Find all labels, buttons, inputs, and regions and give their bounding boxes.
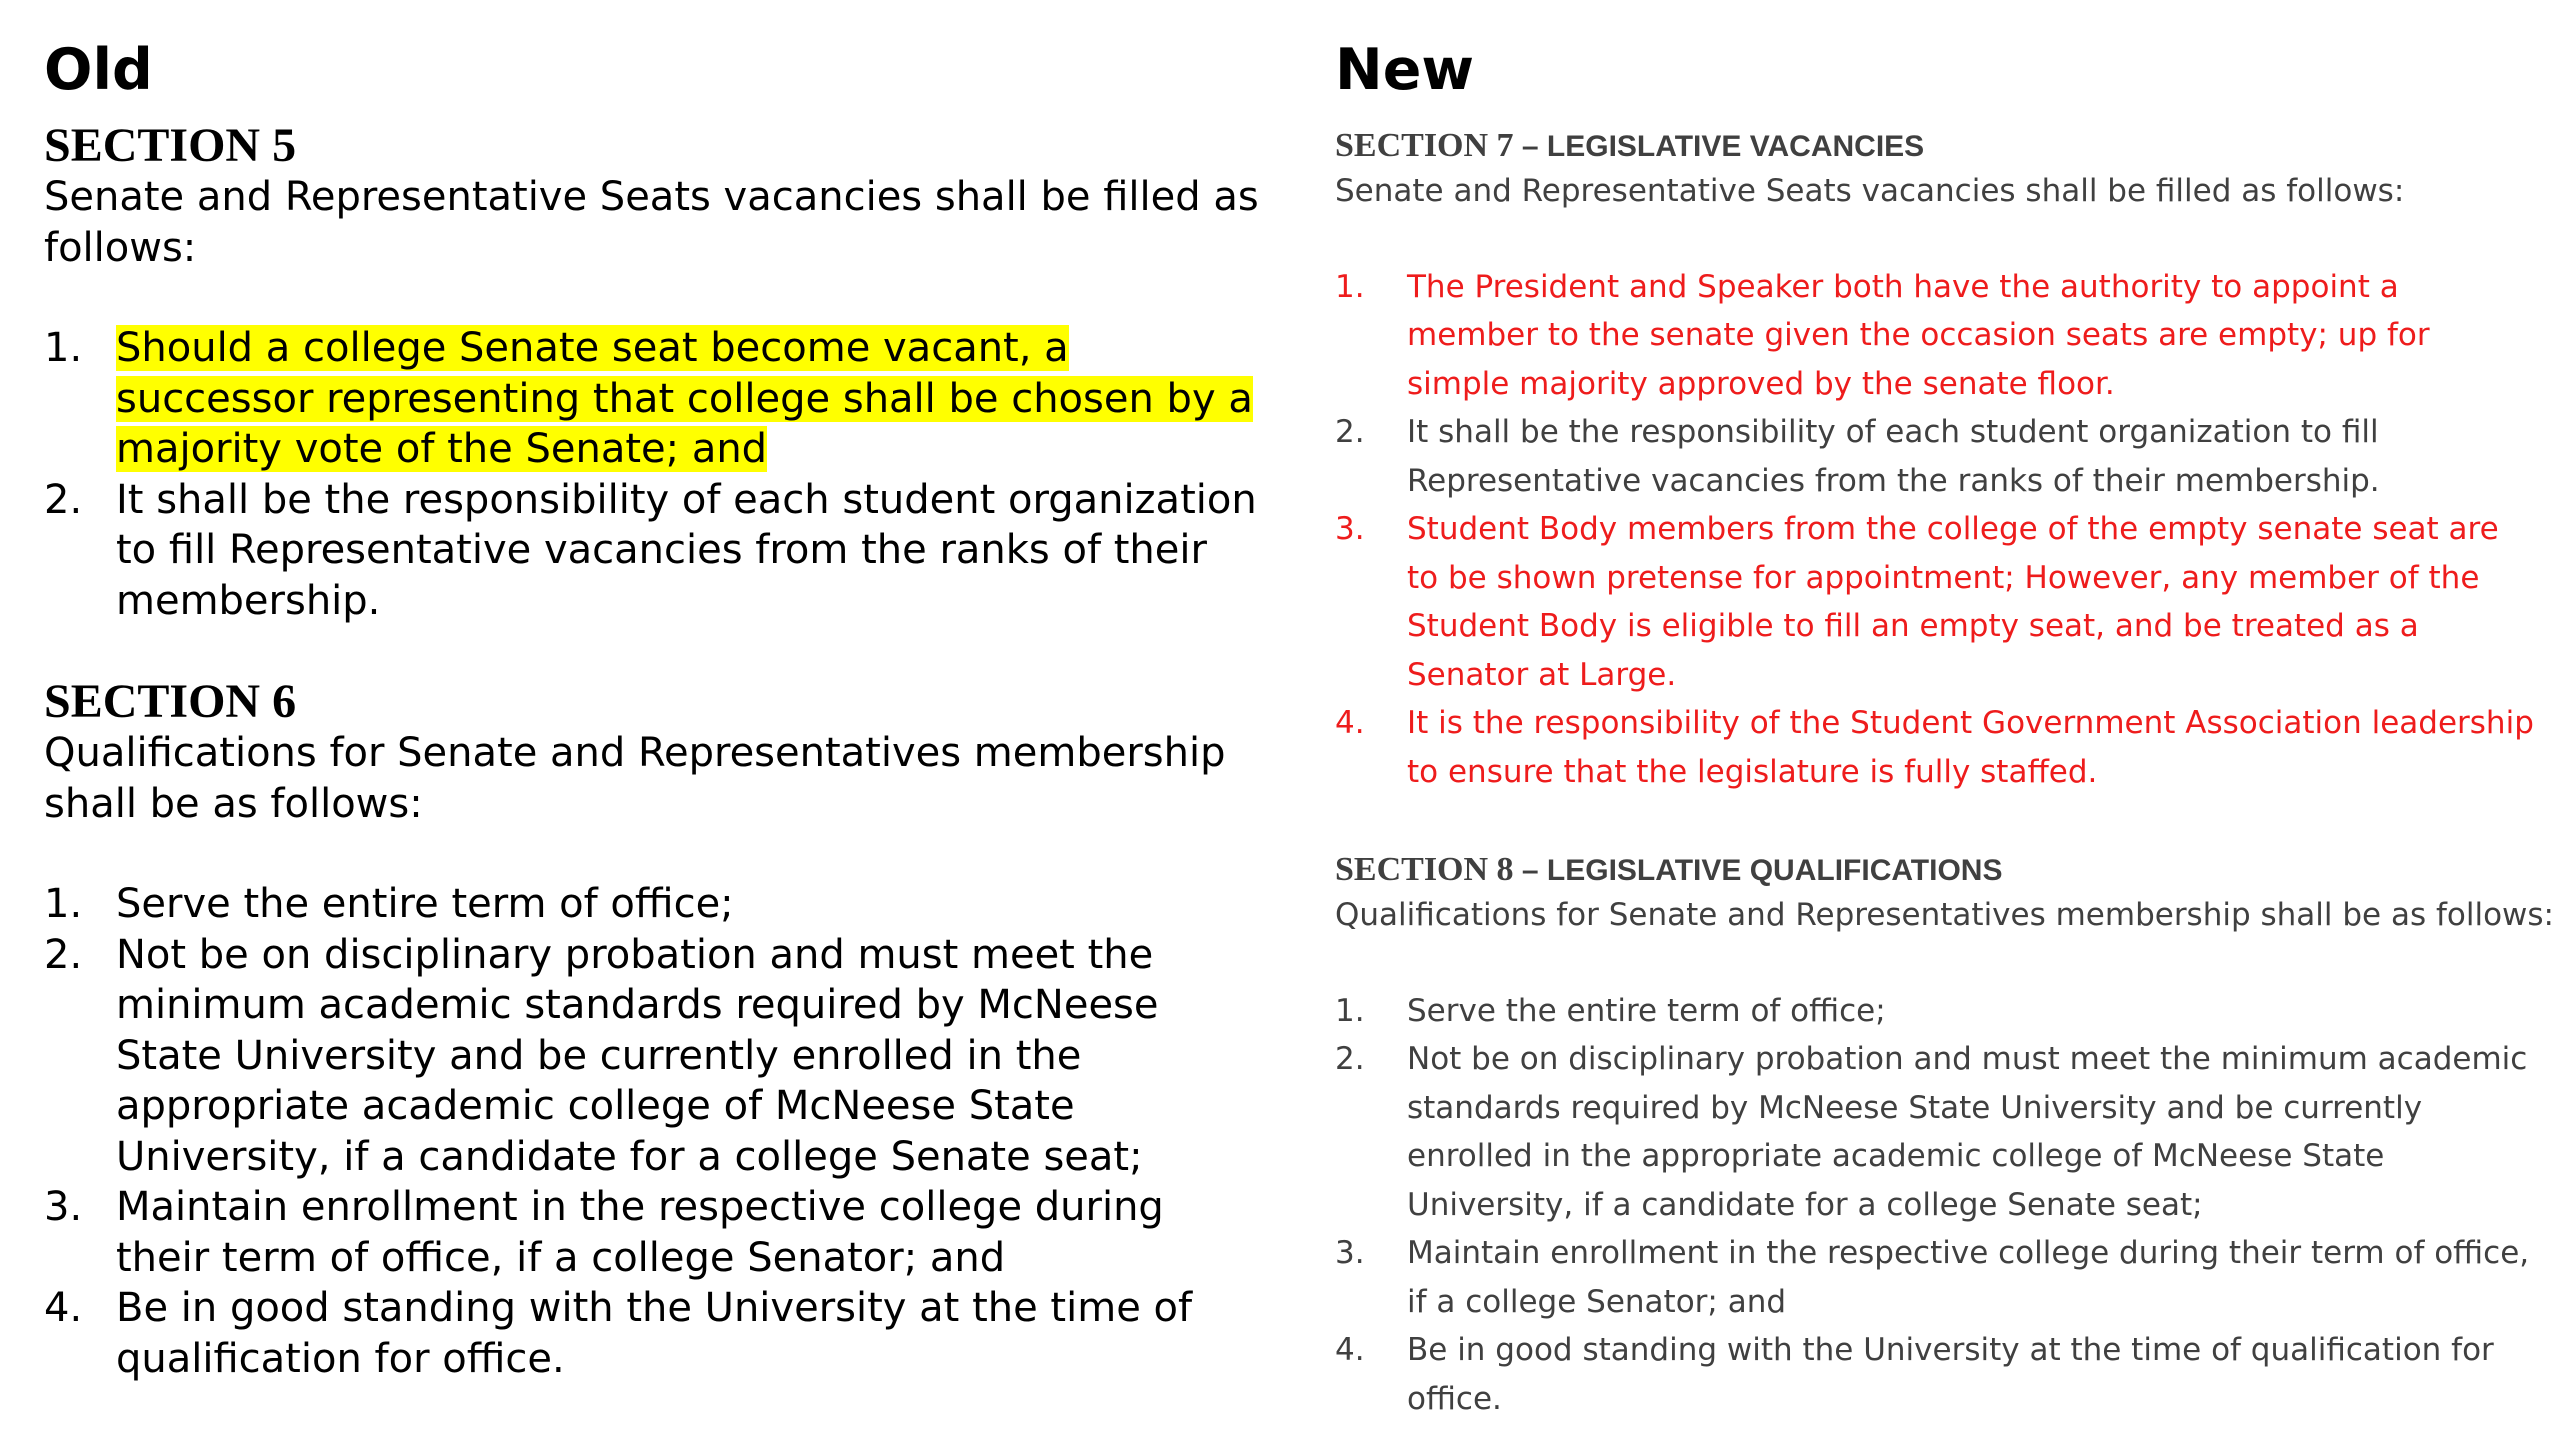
highlighted-text: Should a college Senate seat become vacant, a successor representing that college shall be chosen by a majority vote of the Senate; and xyxy=(116,325,1253,472)
list-item xyxy=(1335,505,2535,699)
list-item xyxy=(1335,1326,2535,1423)
list-item xyxy=(44,475,1264,627)
old-section-5-heading: SECTION 5 xyxy=(44,119,297,172)
old-section-6-heading: SECTION 6 xyxy=(44,675,297,728)
old-section-5-intro: Senate and Representative Seats vacancies shall be filled as follows: xyxy=(44,174,1259,271)
new-section-8-intro: Qualifications for Senate and Representatives membership shall be as follows: xyxy=(1335,897,2555,933)
list-number: 3. xyxy=(1335,511,1365,547)
old-section-6-list xyxy=(44,879,1264,1384)
old-section-5-list xyxy=(44,323,1264,626)
new-column-title: New xyxy=(1335,37,1475,103)
list-number: 3. xyxy=(44,1184,83,1230)
list-text: Serve the entire term of office; xyxy=(1407,992,1886,1029)
list-text: Not be on disciplinary probation and must meet the minimum academic standards required by McNeese State University and be currently enrolled in the appropriate academic college of McNeese State University, if a candidate for a college Senate seat; xyxy=(116,931,1159,1180)
section-number: SECTION 8 xyxy=(1335,851,1514,888)
section-subtitle: – LEGISLATIVE VACANCIES xyxy=(1513,130,1925,163)
list-number: 1. xyxy=(44,325,83,371)
list-number: 4. xyxy=(1335,705,1365,741)
new-section-7-intro: Senate and Representative Seats vacancies shall be filled as follows: xyxy=(1335,173,2405,209)
old-column-title: Old xyxy=(44,37,153,103)
list-text: It shall be the responsibility of each student organization to fill Representative vacancies from the ranks of their membership. xyxy=(1407,414,2380,499)
list-item xyxy=(1335,987,2535,1036)
list-number: 2. xyxy=(44,931,83,978)
list-item xyxy=(44,1283,1264,1384)
new-section-7-list xyxy=(1335,263,2535,797)
list-text: Maintain enrollment in the respective college during their term of office, if a college Senator; and xyxy=(1407,1235,2530,1320)
section-number: SECTION 7 xyxy=(1335,127,1514,164)
new-section-7 xyxy=(1335,126,2535,796)
list-item xyxy=(44,323,1264,475)
list-number: 1. xyxy=(44,881,83,927)
list-item xyxy=(1335,1229,2535,1326)
new-section-8-heading xyxy=(1335,850,2535,891)
list-text: Not be on disciplinary probation and must meet the minimum academic standards required by McNeese State University and be currently enrolled in the appropriate academic college of McNeese State University, if a candidate for a college Senate seat; xyxy=(1407,1041,2528,1223)
list-item xyxy=(44,879,1264,930)
list-item xyxy=(1335,699,2535,796)
list-number: 4. xyxy=(1335,1332,1365,1368)
list-number: 1. xyxy=(1335,992,1365,1029)
old-section-6 xyxy=(44,676,1264,1384)
list-item xyxy=(44,930,1264,1183)
list-item xyxy=(1335,1035,2535,1229)
list-text: Be in good standing with the University at the time of qualification for office. xyxy=(116,1285,1193,1382)
old-section-6-intro: Qualifications for Senate and Representatives membership shall be as follows: xyxy=(44,730,1226,827)
list-item xyxy=(1335,263,2535,409)
new-section-7-heading xyxy=(1335,126,2535,167)
list-item xyxy=(1335,408,2535,505)
list-number: 4. xyxy=(44,1285,83,1331)
list-text: Maintain enrollment in the respective college during their term of office, if a college Senator; and xyxy=(116,1184,1164,1281)
list-number: 2. xyxy=(44,476,83,523)
list-number: 2. xyxy=(1335,414,1365,450)
list-text: It shall be the responsibility of each student organization to fill Representative vacancies from the ranks of their membership. xyxy=(116,476,1257,624)
list-text: Serve the entire term of office; xyxy=(116,881,734,927)
list-item xyxy=(44,1182,1264,1283)
list-number: 3. xyxy=(1335,1235,1365,1271)
list-text: The President and Speaker both have the authority to appoint a member to the senate given the occasion seats are empty; up for simple majority approved by the senate floor. xyxy=(1407,268,2430,402)
list-text: Be in good standing with the University at the time of qualification for office. xyxy=(1407,1332,2494,1417)
section-subtitle: – LEGISLATIVE QUALIFICATIONS xyxy=(1513,854,2003,887)
list-text: It is the responsibility of the Student Government Association leadership to ensure that the legislature is fully staffed. xyxy=(1407,705,2534,790)
list-text: Student Body members from the college of the empty senate seat are to be shown pretense for appointment; However, any member of the Student Body is eligible to fill an empty seat, and be treated as a Senator at Large. xyxy=(1407,511,2499,693)
new-section-8 xyxy=(1335,850,2555,1423)
list-number: 2. xyxy=(1335,1041,1365,1077)
new-section-8-list xyxy=(1335,987,2535,1424)
old-section-5 xyxy=(44,120,1264,626)
list-number: 1. xyxy=(1335,268,1365,305)
